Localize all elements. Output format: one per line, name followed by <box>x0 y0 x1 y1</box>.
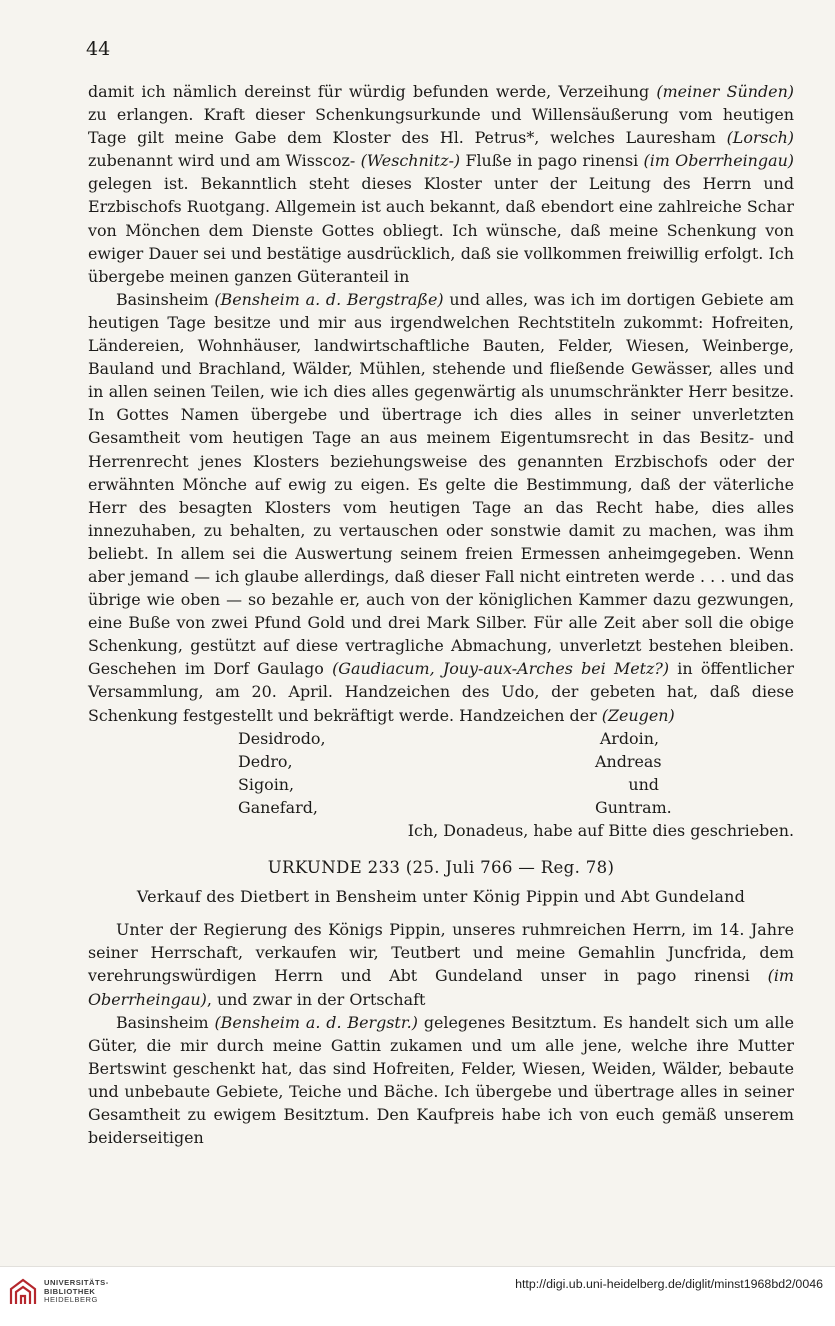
witness-name: Ardoin, <box>599 728 659 748</box>
text-span: Unter der Regierung des Königs Pippin, unseres ruhmreichen Herrn, im 14. Jahre seiner Herrschaft, verkaufen wir, Teutbert und meine Gemahlin Juncfrida, dem verehrungswürdigen Herrn und Abt Gundeland unser in pago rinensi <box>88 920 794 986</box>
text-span: Basinsheim <box>116 1012 215 1032</box>
italic-note: (Lorsch) <box>726 128 794 148</box>
text-span: zu erlangen. Kraft dieser Schenkungsurkunde und Willensäußerung vom heutigen Tage gilt meine Gabe dem Kloster des Hl. Petrus*, welches Lauresham <box>88 105 794 148</box>
scribe-signature: Ich, Donadeus, habe auf Bitte dies geschrieben. <box>407 821 794 840</box>
logo-line: HEIDELBERG <box>44 1295 98 1305</box>
witness-row <box>88 796 794 819</box>
library-logo-icon <box>8 1277 38 1307</box>
italic-note: (Bensheim a. d. Bergstraße) <box>214 289 444 309</box>
source-url-link[interactable]: http://digi.ub.uni-heidelberg.de/diglit/minst1968bd2/0046 <box>515 1277 823 1291</box>
text-span: gelegenes Besitztum. Es handelt sich um alle Güter, die mir durch meine Gattin zukamen und um alle jene, welche ihre Mutter Bertswint geschenkt hat, das sind Hofreiten, Felder, Wiesen, Weiden, Wälder, bebaute und unbebaute Gebiete, Teiche und Bäche. Ich übergebe und übertrage alles in seiner Gesamtheit zu ewigem Besitztum. Den Kaufpreis habe ich von euch gemäß unserem beiderseitigen <box>88 1012 794 1148</box>
witness-name: und <box>628 774 659 794</box>
text-span: zubenannt wird und am Wisscoz- <box>88 151 361 171</box>
italic-note: (Zeugen) <box>601 705 675 725</box>
witness-list <box>88 727 794 819</box>
witness-name: Desidrodo, <box>238 728 326 748</box>
page-number: 44 <box>86 38 111 60</box>
witness-name: Sigoin, <box>238 774 295 794</box>
witness-name: Dedro, <box>238 751 293 771</box>
witness-name: Ganefard, <box>238 797 318 817</box>
paragraph-2 <box>88 288 794 727</box>
document-body <box>88 80 794 1149</box>
italic-note: (Weschnitz-) <box>360 151 461 171</box>
text-span: Fluße in pago rinensi <box>460 151 644 171</box>
text-span: , und zwar in der Ortschaft <box>206 989 426 1009</box>
library-logo-text[interactable] <box>44 1279 109 1305</box>
witness-name: Guntram. <box>595 797 672 817</box>
witness-row <box>88 750 794 773</box>
paragraph-1 <box>88 80 794 288</box>
witness-name: Andreas <box>595 751 662 771</box>
document-heading: URKUNDE 233 (25. Juli 766 — Reg. 78) <box>267 858 615 878</box>
text-span: gelegen ist. Bekanntlich steht dieses Kloster unter der Leitung des Herrn und Erzbischofs Ruotgang. Allgemein ist auch bekannt, daß ebendort eine zahlreiche Schar von Mönchen dem Dienste Gottes obliegt. Ich wünsche, daß meine Schenkung von ewiger Dauer sei und bestätige ausdrücklich, daß sie vollkommen freiwillig erfolgt. Ich übergebe meinen ganzen Güteranteil in <box>88 174 794 286</box>
italic-note: (im Oberrheingau) <box>88 966 794 1009</box>
italic-note: (meiner Sünden) <box>656 82 795 101</box>
text-span: in öffentlicher Versammlung, am 20. April. Handzeichen des Udo, der gebeten hat, daß diese Schenkung festgestellt und bekräftigt werde. Handzeichen der <box>88 659 794 725</box>
paragraph-4 <box>88 1011 794 1150</box>
library-footer <box>0 1266 835 1326</box>
logo-line: BIBLIOTHEK <box>44 1286 96 1296</box>
text-span: Basinsheim <box>116 289 215 309</box>
document-subheading: Verkauf des Dietbert in Bensheim unter König Pippin und Abt Gundeland <box>136 887 746 907</box>
italic-note: (im Oberrheingau) <box>643 151 795 171</box>
paragraph-3 <box>88 918 794 1010</box>
logo-line: UNIVERSITÄTS- <box>44 1278 109 1287</box>
witness-row <box>88 727 794 750</box>
text-span: und alles, was ich im dortigen Gebiete am heutigen Tage besitze und mir aus irgendwelchen Rechtstiteln zukommt: Hofreiten, Ländereien, Wohnhäuser, landwirtschaftliche Bauten, Felder, Wiesen, Weinberge, Bauland und Brachland, Wälder, Mühlen, stehende und fließende Gewässer, alles und in allen seinen Teilen, wie ich dies alles gegenwärtig als unumschränkter Herr besitze. In Gottes Namen übergebe und übertrage ich dies alles in seiner unverletzten Gesamtheit vom heutigen Tage an aus meinem Eigentumsrecht in das Besitz- und Herrenrecht jenes Klosters beziehungsweise des genannten Erzbischofs oder der erwähnten Mönche auf ewig zu eigen. Es gelte die Bestimmung, daß der väterliche Herr des besagten Klosters vom heutigen Tage an das Recht habe, dies alles innezuhaben, zu behalten, zu vertauschen oder sonstwie damit zu machen, was ihm beliebt. In allem sei die Auswertung seinem freien Ermessen anheimgegeben. Wenn aber jemand — ich glaube allerdings, daß dieser Fall nicht eintreten werde . . . und das übrige wie oben — so bezahle er, auch von der königlichen Kammer dazu gezwungen, eine Buße von zwei Pfund Gold und drei Mark Silber. Für alle Zeit aber soll die obige Schenkung, gestützt auf diese vertragliche Abmachung, unverletzt bestehen bleiben. Geschehen im Dorf Gaulago <box>88 289 794 679</box>
italic-note: (Gaudiacum, Jouy-aux-Arches bei Metz?) <box>332 659 670 679</box>
italic-note: (Bensheim a. d. Bergstr.) <box>214 1012 418 1032</box>
witness-row <box>88 773 794 796</box>
text-span: damit ich nämlich dereinst für würdig befunden werde, Verzeihung <box>88 82 657 101</box>
